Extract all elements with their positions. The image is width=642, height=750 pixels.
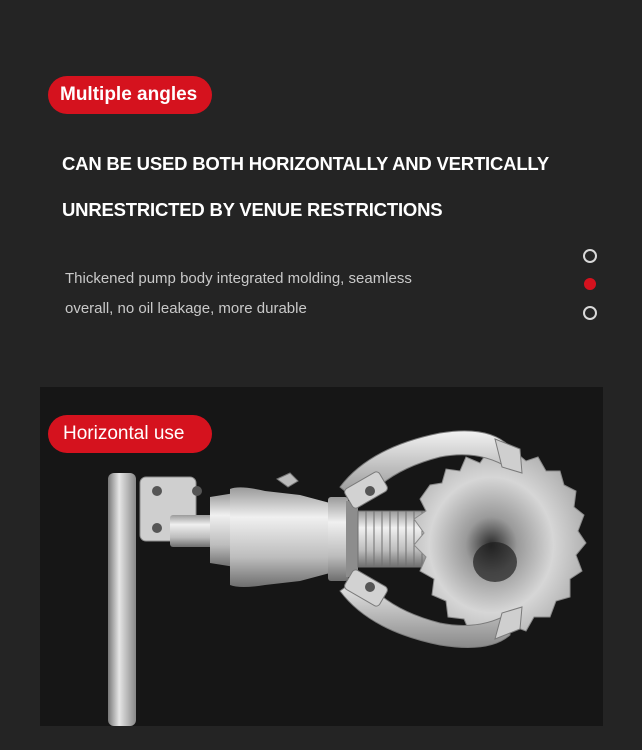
carousel-dot-1[interactable] — [583, 249, 597, 263]
product-image — [40, 387, 603, 726]
section-tag: Multiple angles — [48, 76, 212, 114]
carousel-dot-2-active[interactable] — [584, 278, 596, 290]
headline-line-2: UNRESTRICTED BY VENUE RESTRICTIONS — [62, 199, 443, 220]
image-tag: Horizontal use — [48, 415, 212, 453]
description-line-1: Thickened pump body integrated molding, seamless — [65, 270, 412, 287]
headline-line-1: CAN BE USED BOTH HORIZONTALLY AND VERTICALLY — [62, 153, 549, 174]
description-line-2: overall, no oil leakage, more durable — [65, 300, 307, 317]
carousel-dot-3[interactable] — [583, 306, 597, 320]
